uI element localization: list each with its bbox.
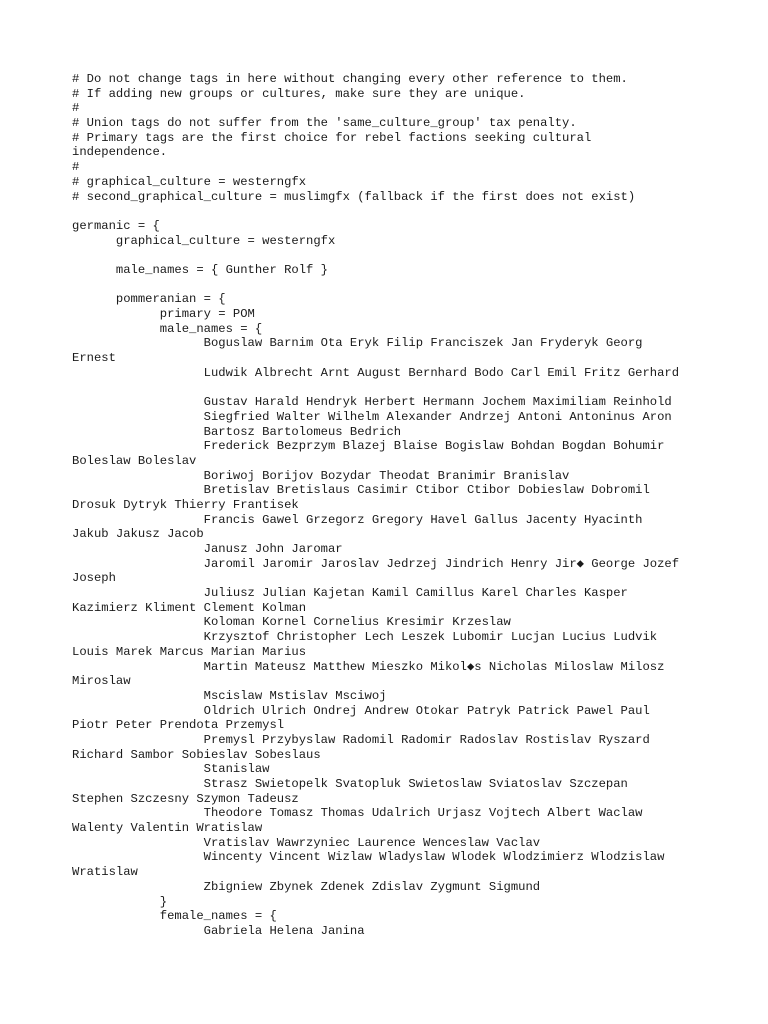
text-line: Krzysztof Christopher Lech Leszek Lubomir Lucjan Lucius Ludvik: [72, 630, 658, 645]
text-line: # second_graphical_culture = muslimgfx (fallback if the first does not exist): [72, 189, 636, 204]
text-line: Francis Gawel Grzegorz Gregory Havel Gallus Jacenty Hyacinth: [72, 512, 643, 527]
text-line: Theodore Tomasz Thomas Udalrich Urjasz Vojtech Albert Waclaw: [72, 806, 643, 821]
text-line: male_names = {: [72, 321, 263, 336]
text-line: # If adding new groups or cultures, make sure they are unique.: [72, 86, 526, 101]
text-line: # Union tags do not suffer from the 'same_culture_group' tax penalty.: [72, 116, 577, 131]
text-line: Richard Sambor Sobieslav Sobeslaus: [72, 747, 321, 762]
text-line: Louis Marek Marcus Marian Marius: [72, 644, 307, 659]
text-line: Walenty Valentin Wratislaw: [72, 821, 263, 836]
text-line: Jakub Jakusz Jacob: [72, 527, 204, 542]
text-line: Gustav Harald Hendryk Herbert Hermann Jochem Maximiliam Reinhold: [72, 395, 672, 410]
text-line: Kazimierz Kliment Clement Kolman: [72, 600, 307, 615]
text-line: female_names = {: [72, 909, 277, 924]
text-line: #: [72, 160, 80, 175]
text-line: Vratislav Wawrzyniec Laurence Wenceslaw Vaclav: [72, 835, 541, 850]
text-line: Gabriela Helena Janina: [72, 923, 365, 938]
text-line: Joseph: [72, 571, 116, 586]
text-line: Oldrich Ulrich Ondrej Andrew Otokar Patryk Patrick Pawel Paul: [72, 703, 650, 718]
text-line: Boriwoj Borijov Bozydar Theodat Branimir Branislav: [72, 468, 570, 483]
text-line: Bartosz Bartolomeus Bedrich: [72, 424, 402, 439]
text-line: independence.: [72, 145, 168, 160]
text-line: Miroslaw: [72, 674, 131, 689]
text-line: Siegfried Walter Wilhelm Alexander Andrzej Antoni Antoninus Aron: [72, 409, 672, 424]
document-page: [72, 72, 702, 939]
text-line: Strasz Swietopelk Svatopluk Swietoslaw Sviatoslav Szczepan: [72, 777, 628, 791]
text-line: Wincenty Vincent Wizlaw Wladyslaw Wlodek Wlodzimierz Wlodzislaw: [72, 850, 665, 865]
text-line: Juliusz Julian Kajetan Kamil Camillus Karel Charles Kasper: [72, 586, 628, 601]
text-line: pommeranian = {: [72, 292, 226, 307]
text-line: #: [72, 101, 80, 116]
text-line: }: [72, 894, 168, 909]
blank-line: [72, 248, 702, 263]
text-line: Stephen Szczesny Szymon Tadeusz: [72, 791, 299, 806]
text-line: Zbigniew Zbynek Zdenek Zdislav Zygmunt Sigmund: [72, 879, 541, 894]
text-line: Wratislaw: [72, 865, 138, 880]
text-line: Ludwik Albrecht Arnt August Bernhard Bodo Carl Emil Fritz Gerhard: [72, 365, 680, 380]
text-line: Boleslaw Boleslav: [72, 453, 197, 468]
text-line: Drosuk Dytryk Thierry Frantisek: [72, 497, 299, 512]
blank-line: [72, 204, 702, 219]
text-line: # Primary tags are the first choice for rebel factions seeking cultural: [72, 130, 592, 145]
text-line: Premysl Przybyslaw Radomil Radomir Radoslav Rostislav Ryszard: [72, 732, 650, 747]
blank-line: [72, 380, 702, 395]
text-line: male_names = { Gunther Rolf }: [72, 262, 328, 277]
text-line: Janusz John Jaromar: [72, 542, 343, 556]
text-line: # Do not change tags in here without changing every other reference to them.: [72, 72, 628, 86]
text-line: Bretislav Bretislaus Casimir Ctibor Ctibor Dobieslaw Dobromil: [72, 483, 650, 498]
text-line: graphical_culture = westerngfx: [72, 233, 336, 248]
text-line: Boguslaw Barnim Ota Eryk Filip Franciszek Jan Fryderyk Georg: [72, 336, 643, 351]
text-line: Mscislaw Mstislav Msciwoj: [72, 688, 387, 703]
text-line: germanic = {: [72, 218, 160, 233]
blank-line: [72, 278, 702, 293]
text-line: Martin Mateusz Matthew Mieszko Mikol◆s Nicholas Miloslaw Milosz: [72, 659, 665, 674]
text-line: # graphical_culture = westerngfx: [72, 174, 307, 189]
text-line: Frederick Bezprzym Blazej Blaise Bogislaw Bohdan Bogdan Bohumir: [72, 439, 665, 454]
text-line: Koloman Kornel Cornelius Kresimir Krzeslaw: [72, 615, 511, 630]
text-line: primary = POM: [72, 307, 255, 321]
text-line: Piotr Peter Prendota Przemysl: [72, 718, 285, 733]
text-line: Stanislaw: [72, 762, 270, 777]
text-line: Ernest: [72, 351, 116, 366]
text-line: Jaromil Jaromir Jaroslav Jedrzej Jindrich Henry Jir◆ George Jozef: [72, 556, 680, 571]
